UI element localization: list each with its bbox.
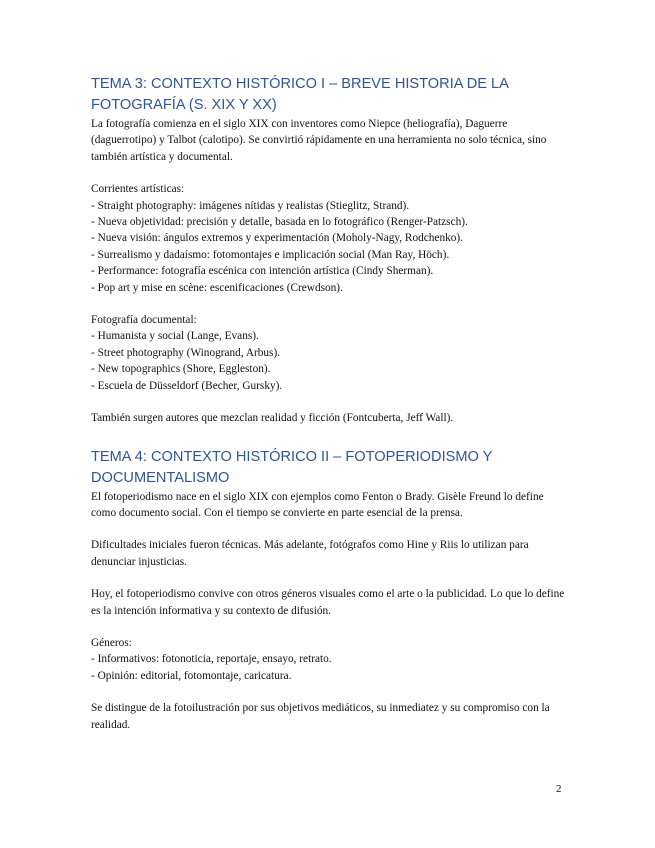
generos-item: - Opinión: editorial, fotomontaje, caricatura. [91, 669, 292, 682]
corrientes-item: - Nueva objetividad: precisión y detalle, basada en lo fotográfico (Renger-Patzsch). [91, 216, 468, 229]
tema4-paragraph: Dificultades iniciales fueron técnicas. Más adelante, fotógrafos como Hine y Riis lo utilizan para denunciar injusticias. [91, 539, 529, 568]
tema3-intro: La fotografía comienza en el siglo XIX con inventores como Niepce (heliografía), Daguerre (daguerrotipo) y Talbot (calotipo). Se convirtió rápidamente en una herramienta no solo técnica, sino también artística y documental. [91, 118, 547, 163]
corrientes-item: - Performance: fotografía escénica con intención artística (Cindy Sherman). [91, 265, 434, 278]
tema4-paragraph: El fotoperiodismo nace en el siglo XIX con ejemplos como Fenton o Brady. Gisèle Freund lo define como documento social. Con el tiempo se convierte en parte esencial de la prensa. [91, 490, 544, 519]
corrientes-item: - Surrealismo y dadaísmo: fotomontajes e implicación social (Man Ray, Höch). [91, 248, 450, 261]
documental-item: - Escuela de Düsseldorf (Becher, Gursky). [91, 379, 283, 392]
corrientes-item: - Pop art y mise en scène: escenificaciones (Crewdson). [91, 281, 343, 294]
tema4-paragraph: Se distingue de la fotoilustración por sus objetivos mediáticos, su inmediatez y su compromiso con la realidad. [91, 702, 550, 731]
documental-item: - Humanista y social (Lange, Evans). [91, 330, 259, 343]
page-content [91, 74, 571, 733]
tema3-closing: También surgen autores que mezclan realidad y ficción (Fontcuberta, Jeff Wall). [91, 412, 454, 425]
corrientes-item: - Straight photography: imágenes nítidas y realistas (Stieglitz, Strand). [91, 199, 410, 212]
page-number: 2 [556, 783, 562, 795]
documental-heading: Fotografía documental: [91, 314, 197, 327]
tema3-heading: TEMA 3: CONTEXTO HISTÓRICO I – BREVE HISTORIA DE LA FOTOGRAFÍA (S. XIX Y XX) [91, 76, 509, 113]
corrientes-item: - Nueva visión: ángulos extremos y experimentación (Moholy-Nagy, Rodchenko). [91, 232, 463, 245]
generos-item: - Informativos: fotonoticia, reportaje, ensayo, retrato. [91, 653, 332, 666]
corrientes-heading: Corrientes artísticas: [91, 183, 185, 196]
documental-item: - New topographics (Shore, Eggleston). [91, 363, 271, 376]
tema4-heading: TEMA 4: CONTEXTO HISTÓRICO II – FOTOPERIODISMO Y DOCUMENTALISMO [91, 448, 493, 486]
generos-heading: Géneros: [91, 636, 132, 649]
documental-item: - Street photography (Winogrand, Arbus). [91, 346, 281, 359]
tema4-paragraph: Hoy, el fotoperiodismo convive con otros géneros visuales como el arte o la publicidad. Lo que lo define es la intención informativa y su contexto de difusión. [91, 588, 565, 617]
